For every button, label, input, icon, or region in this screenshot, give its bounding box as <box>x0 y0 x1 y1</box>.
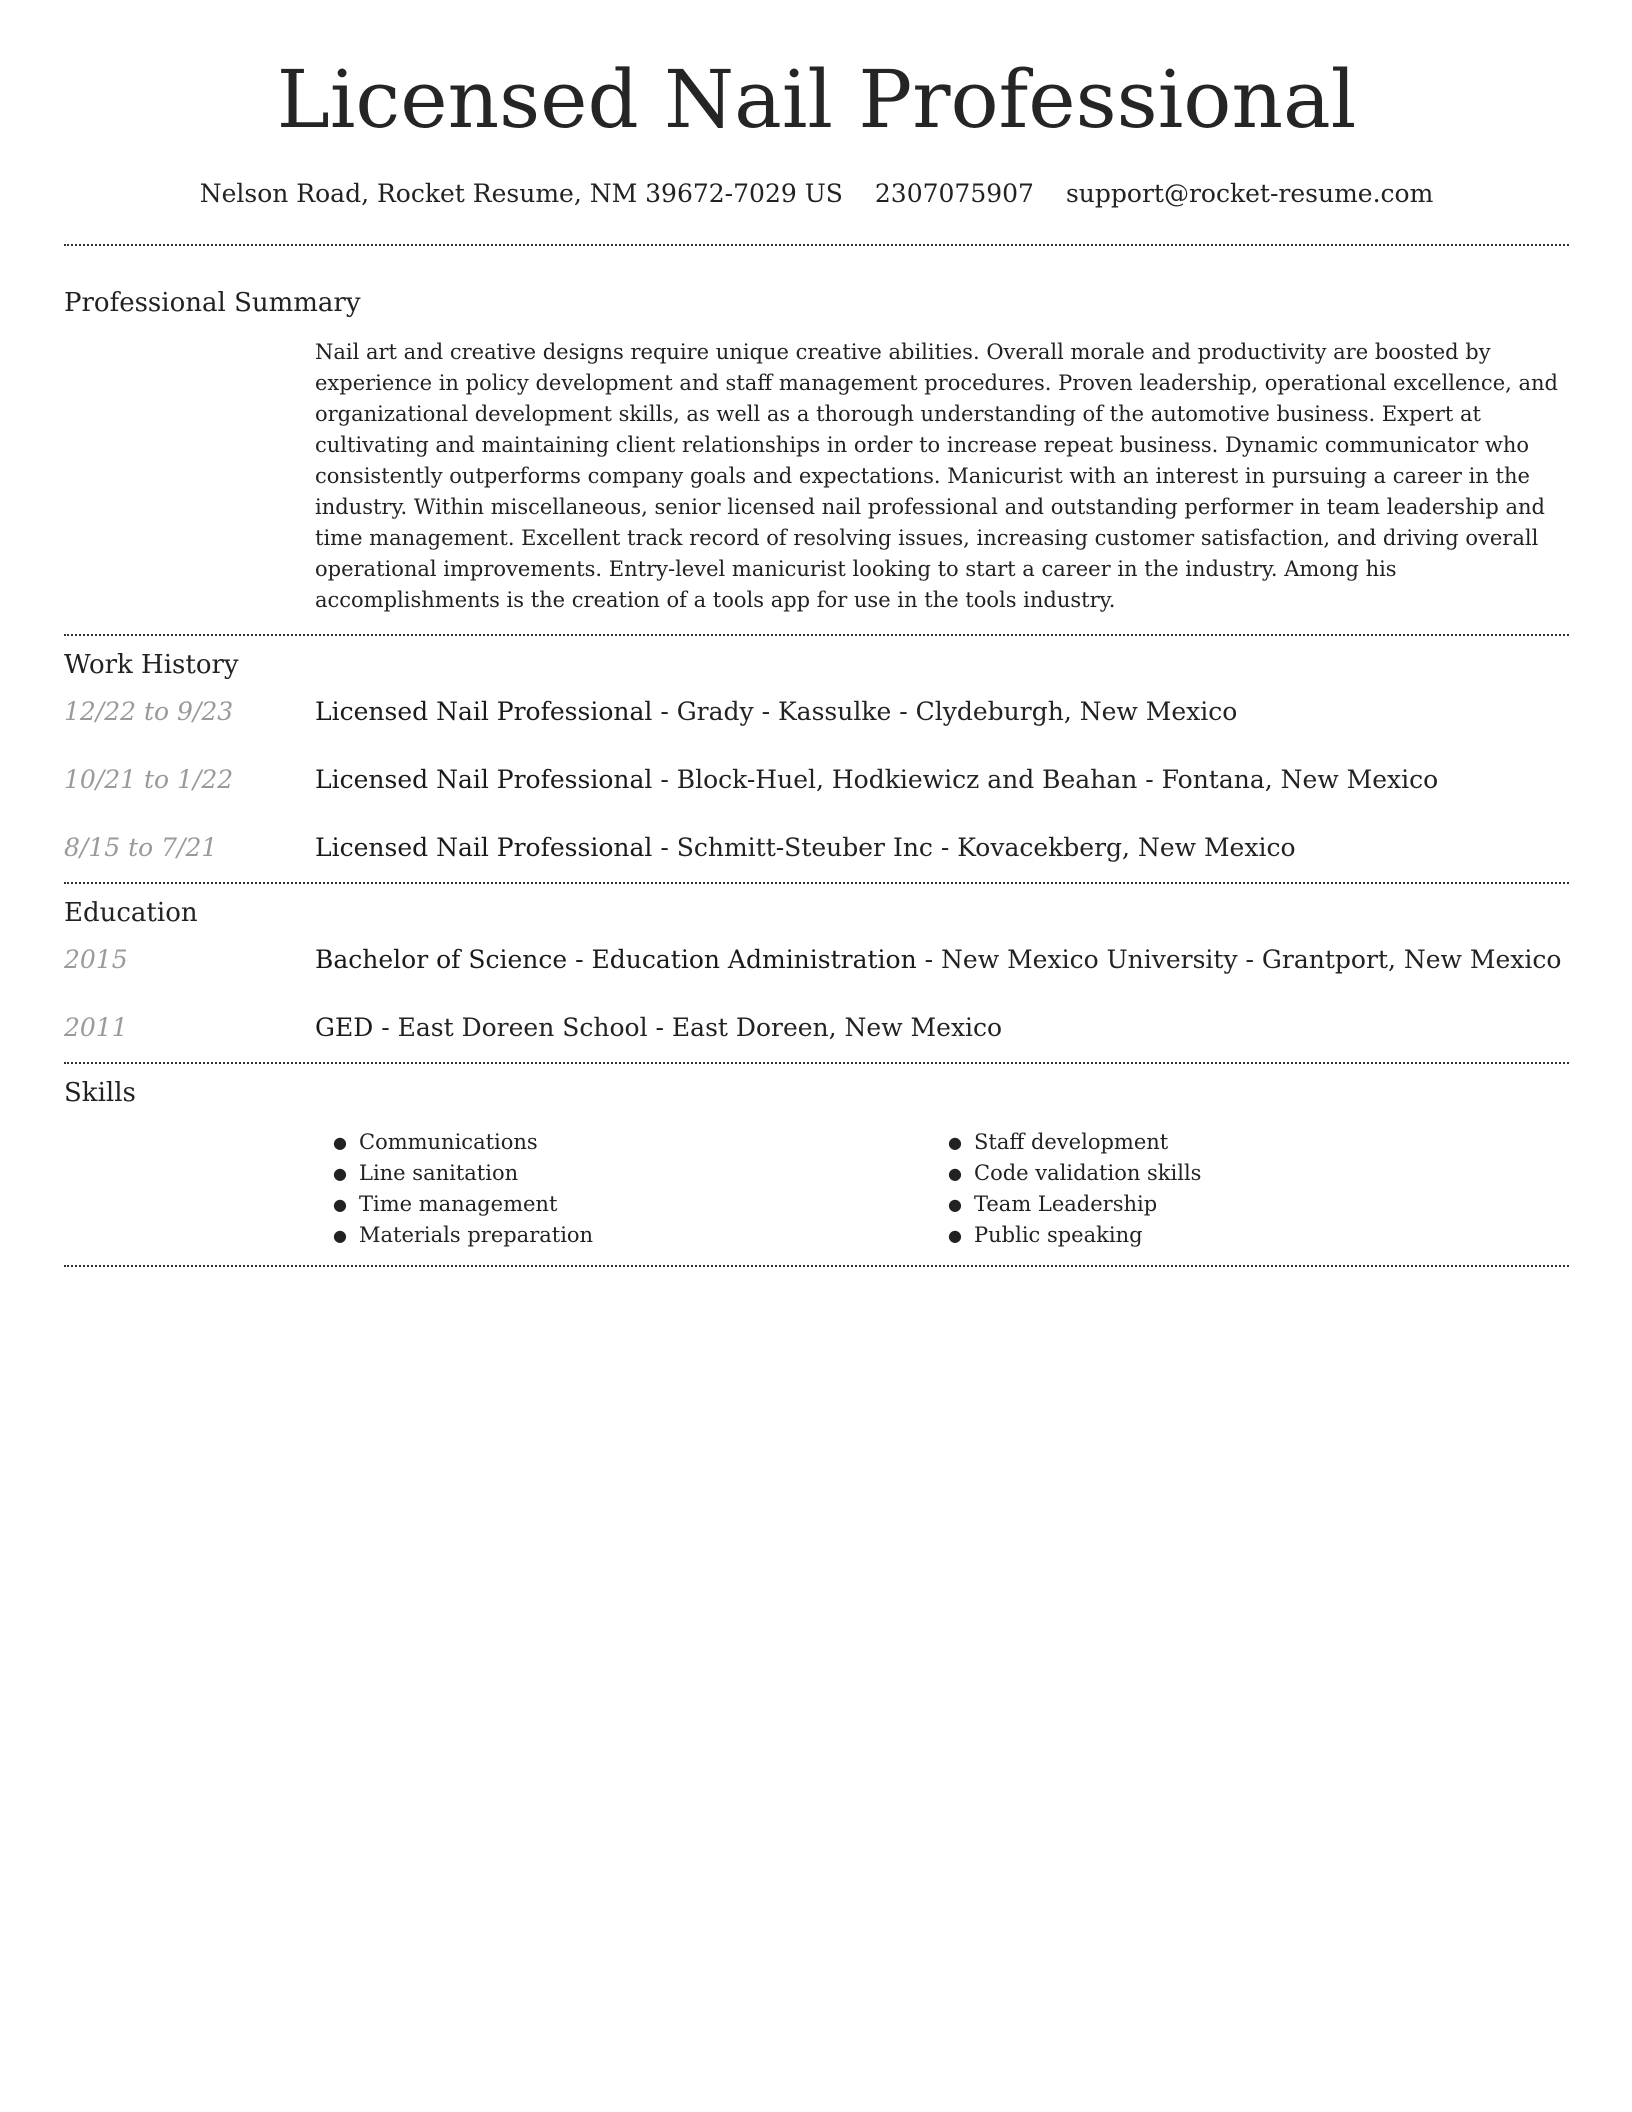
degree-title: Bachelor of Science - Education Administration <box>315 945 917 974</box>
job-employer: - Grady - Kassulke - Clydeburgh, New Mexico <box>652 697 1238 726</box>
work-date: 8/15 to 7/21 <box>64 833 218 862</box>
work-history-list <box>64 694 1569 882</box>
skill-item <box>315 1189 930 1220</box>
skills-list-left <box>315 1127 930 1251</box>
bullet-icon: ● <box>948 1226 962 1245</box>
work-entry <box>64 694 1569 762</box>
skill-label: Communications <box>359 1130 538 1154</box>
education-entry <box>64 1010 1569 1062</box>
skill-label: Time management <box>359 1192 558 1216</box>
resume-page <box>64 0 1569 1267</box>
skill-label: Materials preparation <box>359 1223 594 1247</box>
contact-email: support@rocket-resume.com <box>1065 179 1434 208</box>
education-list <box>64 942 1569 1062</box>
skill-item <box>930 1127 1545 1158</box>
bullet-icon: ● <box>333 1195 347 1214</box>
work-detail <box>315 762 1438 798</box>
skill-item <box>315 1220 930 1251</box>
summary-heading: Professional Summary <box>64 288 361 318</box>
skills-list-right <box>930 1127 1545 1251</box>
contact-line <box>64 178 1569 210</box>
section-divider <box>64 1265 1569 1267</box>
education-detail <box>315 1010 1002 1046</box>
skill-label: Public speaking <box>974 1223 1143 1247</box>
bullet-icon: ● <box>333 1226 347 1245</box>
contact-address: Nelson Road, Rocket Resume, NM 39672-7029 US <box>199 179 843 208</box>
bullet-icon: ● <box>333 1164 347 1183</box>
work-history-heading: Work History <box>64 650 239 680</box>
skill-label: Line sanitation <box>359 1161 519 1185</box>
school-info: - New Mexico University - Grantport, New Mexico <box>916 945 1562 974</box>
skill-item <box>930 1158 1545 1189</box>
work-detail <box>315 694 1237 730</box>
summary-text: Nail art and creative designs require unique creative abilities. Overall morale and productivity are boosted by experience in policy development and staff management procedures. Proven leadership, operational excellence, and organizational development skills, as well as a thorough understanding of the automotive business. Expert at cultivating and maintaining client relationships in order to increase repeat business. Dynamic communicator who consistently outperforms company goals and expectations. Manicurist with an interest in pursuing a career in the industry. Within miscellaneous, senior licensed nail professional and outstanding performer in team leadership and time management. Excellent track record of resolving issues, increasing customer satisfaction, and driving overall operational improvements. Entry-level manicurist looking to start a career in the industry. Among his accomplishments is the creation of a tools app for use in the tools industry. <box>315 340 1558 612</box>
work-entry <box>64 762 1569 830</box>
section-divider <box>64 244 1569 246</box>
section-divider <box>64 634 1569 636</box>
job-title: Licensed Nail Professional <box>315 833 653 862</box>
education-heading: Education <box>64 898 198 928</box>
section-divider <box>64 882 1569 884</box>
work-date: 10/21 to 1/22 <box>64 765 234 794</box>
skill-label: Team Leadership <box>974 1192 1158 1216</box>
skills-heading: Skills <box>64 1078 136 1108</box>
skill-label: Code validation skills <box>974 1161 1202 1185</box>
candidate-name: Licensed Nail Professional <box>276 53 1357 146</box>
work-date: 12/22 to 9/23 <box>64 697 234 726</box>
education-date: 2015 <box>64 945 128 974</box>
bullet-icon: ● <box>948 1195 962 1214</box>
skill-label: Staff development <box>974 1130 1169 1154</box>
contact-phone: 2307075907 <box>874 179 1034 208</box>
education-date: 2011 <box>64 1013 128 1042</box>
work-entry <box>64 830 1569 882</box>
bullet-icon: ● <box>948 1164 962 1183</box>
school-info: - East Doreen School - East Doreen, New Mexico <box>373 1013 1003 1042</box>
skills-columns <box>315 1127 1569 1265</box>
education-entry <box>64 942 1569 1010</box>
education-detail <box>315 942 1561 978</box>
skill-item <box>930 1189 1545 1220</box>
bullet-icon: ● <box>948 1133 962 1152</box>
section-divider <box>64 1062 1569 1064</box>
bullet-icon: ● <box>333 1133 347 1152</box>
skill-item <box>315 1127 930 1158</box>
job-employer: - Schmitt-Steuber Inc - Kovacekberg, New Mexico <box>652 833 1296 862</box>
resume-header <box>64 0 1569 210</box>
job-employer: - Block-Huel, Hodkiewicz and Beahan - Fontana, New Mexico <box>652 765 1439 794</box>
work-detail <box>315 830 1296 866</box>
skill-item <box>930 1220 1545 1251</box>
job-title: Licensed Nail Professional <box>315 697 653 726</box>
degree-title: GED <box>315 1013 374 1042</box>
skill-item <box>315 1158 930 1189</box>
job-title: Licensed Nail Professional <box>315 765 653 794</box>
